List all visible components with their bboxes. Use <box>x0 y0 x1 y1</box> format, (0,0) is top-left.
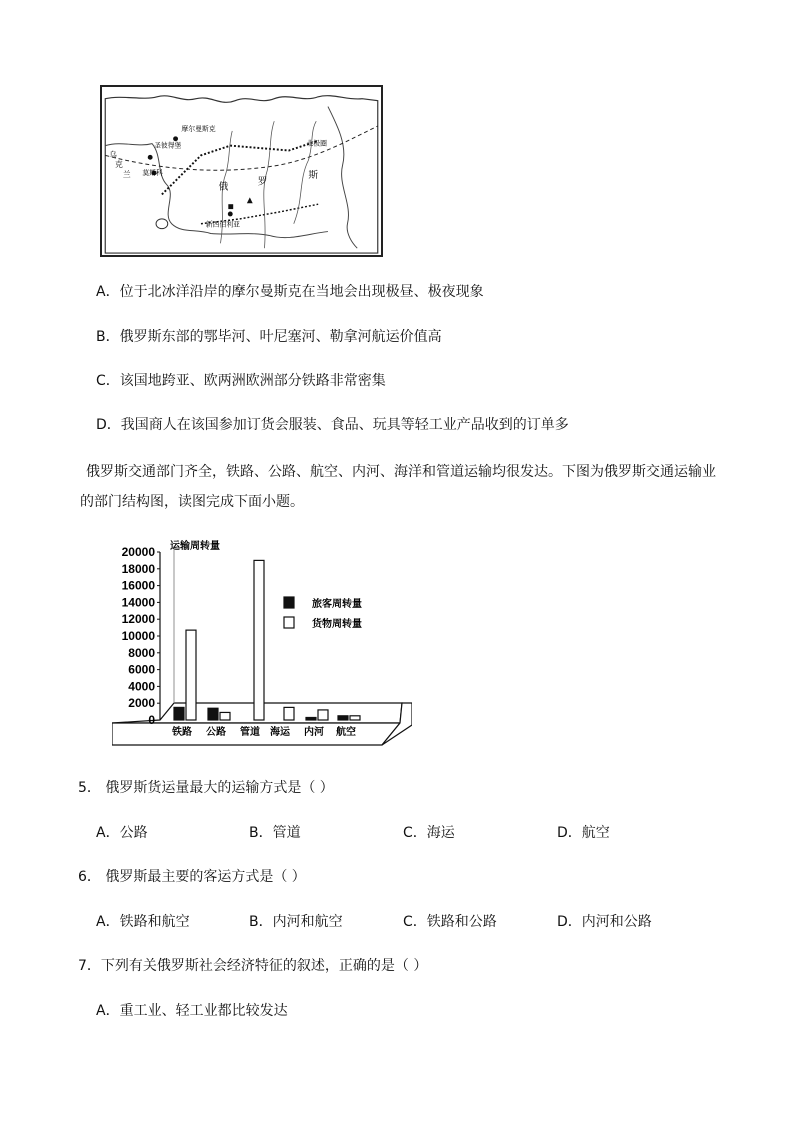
russia-map-drawing <box>102 87 381 255</box>
railway-line <box>162 141 318 195</box>
intro-paragraph: 俄罗斯交通部门齐全，铁路、公路、航空、内河、海洋和管道运输均很发达。下图为俄罗斯交通运输业的部门结构图，读图完成下面小题。 <box>80 464 716 510</box>
bar-passenger <box>306 717 316 720</box>
transport-chart <box>112 535 412 750</box>
y-tick-label: 8000 <box>128 645 155 660</box>
y-tick-label: 0 <box>148 713 155 727</box>
bar-freight <box>254 560 264 720</box>
x-category-label: 内河 <box>304 727 324 738</box>
city-marker <box>173 136 178 141</box>
label-russia-2: 罗 <box>257 176 268 188</box>
lake <box>156 219 168 229</box>
y-tick-label: 14000 <box>121 595 155 610</box>
bar-freight <box>318 710 328 720</box>
legend-swatch <box>284 617 294 628</box>
bar-passenger <box>174 707 184 720</box>
x-category-label: 铁路 <box>172 727 192 738</box>
y-tick-label: 6000 <box>128 662 155 677</box>
legend-label: 货物周转量 <box>312 619 362 630</box>
y-tick-label: 16000 <box>121 578 155 593</box>
q4-option-a: A．位于北冰洋沿岸的摩尔曼斯克在当地会出现极昼、极夜现象 <box>96 284 484 300</box>
y-tick-label: 12000 <box>121 612 155 627</box>
label-russia-3: 斯 <box>308 169 319 181</box>
legend-label: 旅客周转量 <box>312 599 362 610</box>
bar-freight <box>350 716 360 720</box>
legend-swatch <box>284 597 294 608</box>
label-arctic-circle: 北极圈 <box>306 139 327 148</box>
city-marker <box>228 204 233 209</box>
q5-stem: 5． 俄罗斯货运量最大的运输方式是（ ） <box>78 780 334 796</box>
y-tick-label: 20000 <box>121 545 155 559</box>
y-tick-label: 18000 <box>121 561 155 576</box>
q5-option-d: D．航空 <box>557 825 610 841</box>
x-category-label: 航空 <box>336 727 356 738</box>
q6-option-b: B．内河和航空 <box>249 914 343 930</box>
label-novosibirsk: 新西伯利亚 <box>205 220 240 229</box>
q5-option-b: B．管道 <box>249 825 301 841</box>
label-ukraine-1: 乌 <box>109 150 117 160</box>
russia-map <box>100 85 383 257</box>
q5-option-c: C．海运 <box>403 825 455 841</box>
chart-title: 运输周转量 <box>170 541 220 552</box>
east-coast <box>328 107 357 249</box>
label-murmansk: 摩尔曼斯克 <box>181 124 216 133</box>
mountain-marker <box>247 197 253 203</box>
y-tick-label: 2000 <box>128 696 155 711</box>
q4-option-d: D．我国商人在该国参加订货会服装、食品、玩具等轻工业产品收到的订单多 <box>96 417 569 433</box>
bar-passenger <box>208 708 218 720</box>
y-tick-label: 10000 <box>121 629 155 643</box>
label-ukraine-2: 克 <box>115 160 123 170</box>
q6-option-d: D．内河和公路 <box>557 914 652 930</box>
label-moscow: 莫斯科 <box>142 168 163 177</box>
bar-passenger <box>338 716 348 720</box>
q5-option-a: A．公路 <box>96 825 148 841</box>
transport-chart-svg <box>112 535 412 750</box>
city-marker <box>148 155 153 160</box>
q6-option-c: C．铁路和公路 <box>403 914 497 930</box>
bar-freight <box>220 712 230 720</box>
x-category-label: 管道 <box>240 727 260 738</box>
bar-freight <box>284 707 294 720</box>
q4-option-b: B．俄罗斯东部的鄂毕河、叶尼塞河、勒拿河航运价值高 <box>96 329 442 345</box>
label-russia-1: 俄 <box>218 181 229 193</box>
q6-option-a: A．铁路和航空 <box>96 914 190 930</box>
city-marker <box>228 212 233 217</box>
label-stpetersburg: 圣彼得堡 <box>154 141 182 150</box>
q7-option-a: A．重工业、轻工业都比较发达 <box>96 1003 288 1019</box>
q4-option-c: C．该国地跨亚、欧两洲欧洲部分铁路非常密集 <box>96 373 386 389</box>
y-tick-label: 4000 <box>128 679 155 694</box>
q7-stem: 7．下列有关俄罗斯社会经济特征的叙述，正确的是（ ） <box>78 958 428 974</box>
x-category-label: 公路 <box>206 727 226 738</box>
x-category-label: 海运 <box>270 727 290 738</box>
q6-stem: 6． 俄罗斯最主要的客运方式是（ ） <box>78 869 306 885</box>
bar-freight <box>186 630 196 720</box>
label-ukraine-3: 兰 <box>122 169 131 179</box>
arctic-circle-line <box>105 126 378 170</box>
